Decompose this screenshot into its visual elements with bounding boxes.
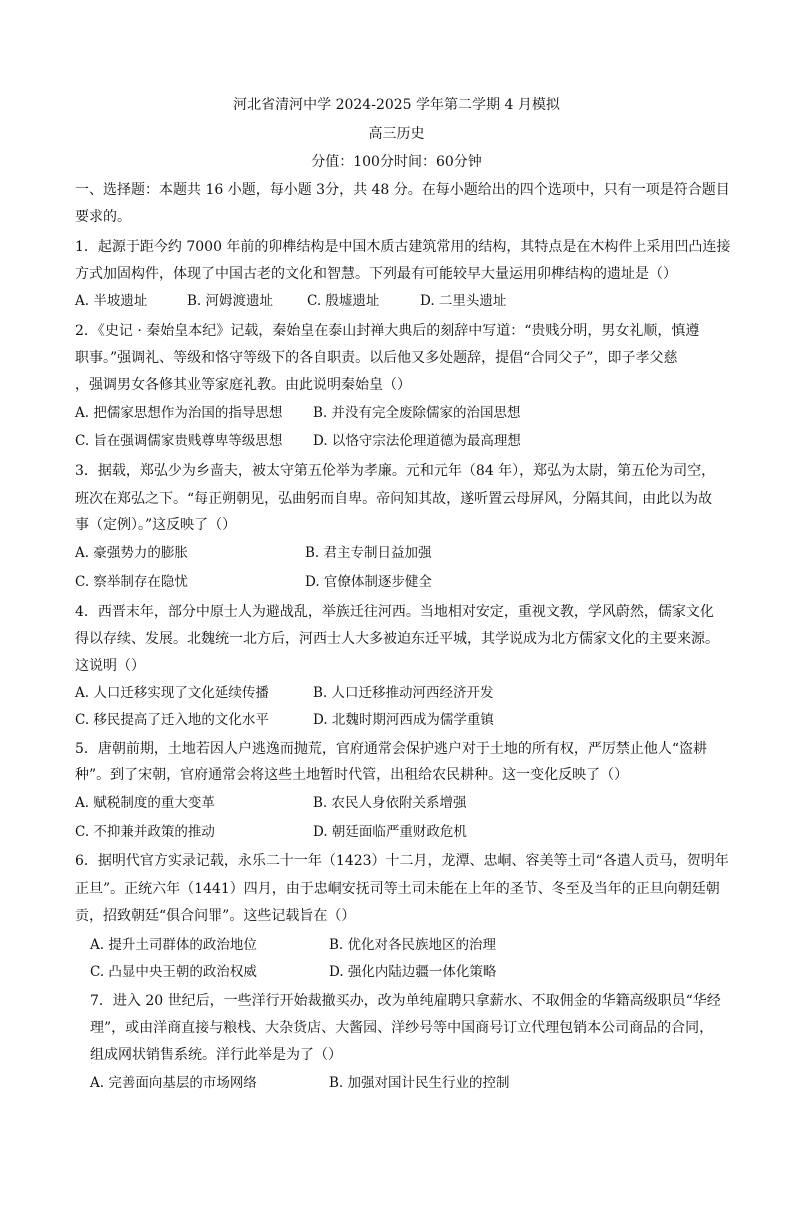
subject-title: 高三历史 xyxy=(368,126,425,142)
question-3-line1: 3．据载，郑弘少为乡啬夫，被太守第五伦举为孝廉。元和元年（84 年），郑弘为太尉，第五伦为司空， xyxy=(75,463,716,479)
question-5-line1: 5．唐朝前期，土地若因人户逃逸而抛荒，官府通常会保护逃户对于土地的所有权，严厉禁止他人“盗耕 xyxy=(75,741,708,757)
question-3-option-c: C. 察举制存在隐忧 xyxy=(75,574,188,590)
question-2-option-a: A. 把儒家思想作为治国的指导思想 xyxy=(75,405,283,421)
question-3-line2: 班次在郑弘之下。“每正朔朝见，弘曲躬而自卑。帝问知其故，遂听置云母屏风，分隔其间，由此以为故 xyxy=(75,491,713,507)
question-6-line1: 6．据明代官方实录记载，永乐二十一年（1423）十二月，龙潭、忠峒、容美等土司“各遣人贡马，贺明年 xyxy=(75,853,729,869)
question-4-option-d: D. 北魏时期河西成为儒学重镇 xyxy=(313,712,494,728)
question-6-option-a: A. 提升土司群体的政治地位 xyxy=(90,937,257,953)
question-5-option-b: B. 农民人身依附关系增强 xyxy=(313,795,467,811)
question-6-line3: 贡，招致朝廷“俱合问罪”。这些记载旨在（） xyxy=(75,908,356,924)
exam-meta: 分值：100分时间：60分钟 xyxy=(311,154,482,170)
question-2-option-d: D. 以恪守宗法伦理道德为最高理想 xyxy=(313,433,521,449)
question-7-line2: 理”，或由洋商直接与粮栈、大杂货店、大酱园、洋纱号等中国商号订立代理包销本公司商品的合同， xyxy=(90,1020,714,1036)
question-4-option-b: B. 人口迁移推动河西经济开发 xyxy=(313,685,494,701)
section-instruction-line2: 要求的。 xyxy=(75,209,131,225)
exam-title: 河北省清河中学 2024-2025 学年第二学期 4 月模拟 xyxy=(233,97,560,113)
question-5-option-c: C. 不抑兼并政策的推动 xyxy=(75,824,215,840)
question-2-line3: ，强调男女各修其业等家庭礼教。由此说明秦始皇（） xyxy=(75,377,411,393)
question-1-option-b: B. 河姆渡遗址 xyxy=(187,293,274,309)
question-1-line2: 方式加固构件，体现了中国古老的文化和智慧。下列最有可能较早大量运用卯榫结构的遗址是（） xyxy=(75,266,677,282)
question-4-line2: 得以存续、发展。北魏统一北方后，河西士人大多被迫东迁平城，其学说成为北方儒家文化的主要来源。 xyxy=(75,631,719,647)
section-instruction-line1: 一、选择题：本题共 16 小题，每小题 3分，共 48 分。在每小题给出的四个选项中，只有一项是符合题目 xyxy=(75,182,730,198)
question-1-option-d: D. 二里头遗址 xyxy=(420,293,507,309)
question-1-line1: 1．起源于距今约 7000 年前的卯榫结构是中国木质古建筑常用的结构，其特点是在木构件上采用凹凸连接 xyxy=(75,239,731,255)
question-2-option-b: B. 并没有完全废除儒家的治国思想 xyxy=(313,405,521,421)
question-6-line2: 正旦”。正统六年（1441）四月，由于忠峒安抚司等土司未能在上年的圣节、冬至及当年的正旦向朝廷朝 xyxy=(75,881,720,897)
question-3-option-d: D. 官僚体制逐步健全 xyxy=(305,574,432,590)
question-6-option-c: C. 凸显中央王朝的政治权威 xyxy=(90,964,257,980)
question-4-line3: 这说明（） xyxy=(75,658,145,674)
question-2-line2: 职事。”强调礼、等级和恪守等级下的各自职责。以后他又多处题辞，提倡“合同父子”，即子孝父慈 xyxy=(75,350,678,366)
question-1-option-c: C. 殷墟遗址 xyxy=(307,293,380,309)
question-4-option-a: A. 人口迁移实现了文化延续传播 xyxy=(75,685,269,701)
question-1-option-a: A. 半坡遗址 xyxy=(75,293,148,309)
question-2-option-c: C. 旨在强调儒家贵贱尊卑等级思想 xyxy=(75,433,283,449)
question-6-option-d: D. 强化内陆边疆一体化策略 xyxy=(329,964,497,980)
question-7-line3: 组成网状销售系统。洋行此举是为了（） xyxy=(90,1047,342,1063)
question-3-option-b: B. 君主专制日益加强 xyxy=(305,545,432,561)
question-7-option-b: B. 加强对国计民生行业的控制 xyxy=(329,1075,510,1091)
question-7-option-a: A. 完善面向基层的市场网络 xyxy=(90,1075,257,1091)
question-4-option-c: C. 移民提高了迁入地的文化水平 xyxy=(75,712,269,728)
question-6-option-b: B. 优化对各民族地区的治理 xyxy=(329,937,497,953)
question-4-line1: 4．西晋末年，部分中原士人为避战乱，举族迁往河西。当地相对安定，重视文教，学风蔚然，儒家文化 xyxy=(75,604,714,620)
question-3-line3: 事（定例）。”这反映了（） xyxy=(75,517,237,533)
question-2-line1: 2．《史记 · 秦始皇本纪》记载，秦始皇在泰山封禅大典后的刻辞中写道：“贵贱分明，男女礼顺，慎遵 xyxy=(75,323,700,339)
question-7-line1: 7．进入 20 世纪后，一些洋行开始裁撤买办，改为单纯雇聘只拿薪水、不取佣金的华籍高级职员“华经 xyxy=(90,993,721,1009)
question-5-option-a: A. 赋税制度的重大变革 xyxy=(75,795,215,811)
question-5-option-d: D. 朝廷面临严重财政危机 xyxy=(313,824,467,840)
question-3-option-a: A. 豪强势力的膨胀 xyxy=(75,545,188,561)
question-5-line2: 种”。到了宋朝，官府通常会将这些土地暂时代管，出租给农民耕种。这一变化反映了（） xyxy=(75,767,629,783)
